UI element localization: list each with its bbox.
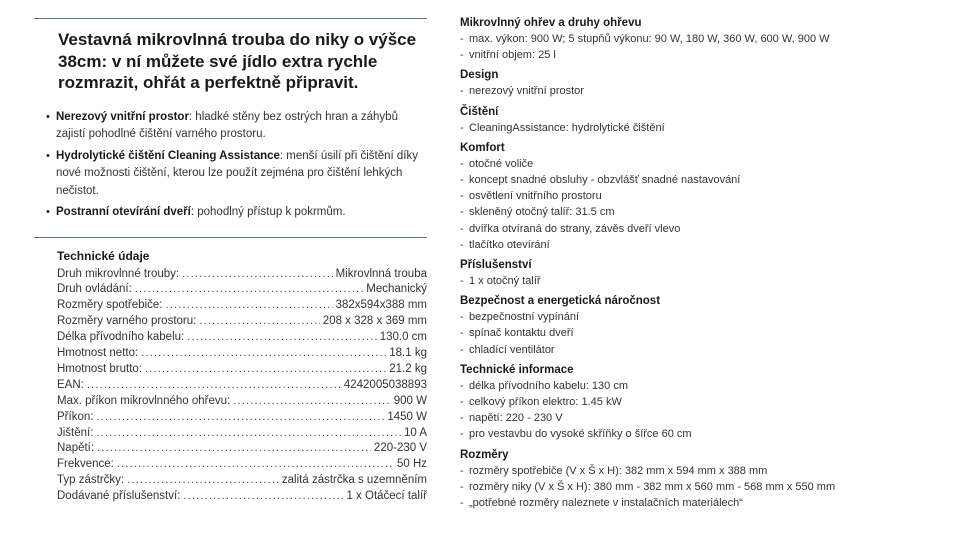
- spec-label: Druh mikrovlnné trouby:: [57, 267, 180, 280]
- spec-value: 18.1 kg: [389, 347, 427, 360]
- section-dimensions: [460, 446, 900, 512]
- section-item: - rozměry spotřebiče (V x Š x H): 382 mm x 594 mm x 388 mm: [460, 463, 900, 479]
- dot-leader: [96, 426, 401, 442]
- section-item: - bezpečnostní vypínání: [460, 309, 900, 325]
- section-item: - max. výkon: 900 W; 5 stupňů výkonu: 90 W, 180 W, 360 W, 600 W, 900 W: [460, 31, 900, 47]
- spec-label: Rozměry spotřebiče:: [57, 299, 163, 312]
- section-item: - rozměry niky (V x Š x H): 380 mm - 382 mm x 560 mm - 568 mm x 550 mm: [460, 479, 900, 495]
- feature-item: [46, 109, 418, 144]
- feature-title: Hydrolytické čištění Cleaning Assistance: [56, 149, 280, 162]
- section-item: - pro vestavbu do vysoké skříňky o šířce 60 cm: [460, 426, 900, 442]
- spec-label: Druh ovládání:: [57, 283, 132, 296]
- product-headline: Vestavná mikrovlnná trouba do niky o výšce 38cm: v ní můžete své jídlo extra rychle rozmrazit, ohřát a perfektně připravit.: [58, 30, 417, 92]
- section-heading: Rozměry: [460, 448, 509, 461]
- section-item: - dvířka otvíraná do strany, závěs dveří vlevo: [460, 221, 900, 237]
- spec-row: [57, 298, 427, 314]
- technical-data-heading: Technické údaje: [57, 248, 150, 263]
- spec-label: Typ zástrčky:: [57, 474, 125, 487]
- section-design: [460, 66, 900, 99]
- feature-item: [46, 204, 418, 222]
- dot-leader: [117, 457, 394, 473]
- dot-leader: [165, 298, 332, 314]
- section-heading: Čištění: [460, 105, 499, 118]
- dot-leader: [145, 362, 386, 378]
- spec-value: 382x594x388 mm: [335, 299, 427, 312]
- section-item: - tlačítko otevírání: [460, 237, 900, 253]
- spec-value: 10 A: [403, 426, 427, 439]
- section-heading: Bezpečnost a energetická náročnost: [460, 295, 661, 308]
- specs-divider: [34, 237, 427, 238]
- spec-value: Mikrovlnná trouba: [335, 267, 427, 280]
- spec-value: 130.0 cm: [379, 331, 427, 344]
- technical-data-table: [57, 247, 427, 506]
- feature-item: [46, 148, 418, 201]
- left-column: [34, 18, 427, 505]
- dot-leader: [97, 441, 371, 457]
- section-heading: Komfort: [460, 141, 505, 154]
- dot-leader: [127, 473, 279, 489]
- spec-value: 4242005038893: [343, 378, 427, 391]
- dot-leader: [233, 394, 391, 410]
- spec-value: 1 x Otáčecí talíř: [346, 490, 427, 503]
- spec-value: Mechanický: [366, 283, 427, 296]
- section-item: - CleaningAssistance: hydrolytické čištění: [460, 120, 900, 136]
- dot-leader: [87, 378, 341, 394]
- dot-leader: [141, 346, 386, 362]
- spec-label: Příkon:: [57, 410, 94, 423]
- dot-leader: [183, 489, 343, 505]
- dot-leader: [199, 314, 319, 330]
- section-item: - osvětlení vnitřního prostoru: [460, 188, 900, 204]
- section-item: - 1 x otočný talíř: [460, 273, 900, 289]
- spec-row: [57, 378, 427, 394]
- spec-value: 208 x 328 x 369 mm: [322, 315, 427, 328]
- spec-value: 50 Hz: [396, 458, 427, 471]
- section-item: - napětí: 220 - 230 V: [460, 410, 900, 426]
- section-comfort: [460, 139, 900, 253]
- feature-title: Nerezový vnitřní prostor: [56, 110, 189, 123]
- section-heading: Technické informace: [460, 363, 574, 376]
- spec-label: EAN:: [57, 378, 84, 391]
- spec-row: [57, 426, 427, 442]
- spec-label: Rozměry varného prostoru:: [57, 315, 197, 328]
- spec-label: Délka přívodního kabelu:: [57, 331, 185, 344]
- section-microwave-heating: [460, 14, 900, 63]
- section-item: - chladící ventilátor: [460, 342, 900, 358]
- section-item: - spínač kontaktu dveří: [460, 325, 900, 341]
- spec-row: [57, 394, 427, 410]
- spec-label: Jištění:: [57, 426, 94, 439]
- spec-row: [57, 457, 427, 473]
- feature-text: : hladké stěny bez ostrých hran a záhybů zajistí pohodlné čištění varného prostoru.: [56, 110, 398, 140]
- spec-row: [57, 473, 427, 489]
- section-technical-info: [460, 361, 900, 443]
- spec-row: [57, 346, 427, 362]
- section-item: - skleněný otočný talíř: 31.5 cm: [460, 204, 900, 220]
- feature-text: : pohodlný přístup k pokrmům.: [190, 206, 346, 218]
- section-item: - celkový příkon elektro: 1.45 kW: [460, 394, 900, 410]
- feature-list: [46, 109, 418, 222]
- spec-value: zalitá zástrčka s uzemněním: [281, 474, 427, 487]
- spec-label: Napětí:: [57, 442, 95, 455]
- section-item: - nerezový vnitřní prostor: [460, 83, 900, 99]
- feature-title: Postranní otevírání dveří: [56, 206, 191, 218]
- section-heading: Mikrovlnný ohřev a druhy ohřevu: [460, 17, 642, 29]
- spec-label: Dodávané příslušenství:: [57, 490, 181, 503]
- section-cleaning: [460, 103, 900, 136]
- spec-row: [57, 489, 427, 505]
- section-heading: Design: [460, 69, 499, 82]
- spec-row: [57, 362, 427, 378]
- spec-value: 220-230 V: [373, 442, 427, 455]
- dot-leader: [182, 267, 333, 283]
- dot-leader: [96, 410, 384, 426]
- dot-leader: [135, 282, 363, 298]
- spec-row: [57, 410, 427, 426]
- section-item: - otočné voliče: [460, 156, 900, 172]
- top-divider: [34, 18, 427, 19]
- right-column: [460, 14, 900, 514]
- spec-value: 1450 W: [387, 410, 427, 423]
- section-accessories: [460, 256, 900, 289]
- section-heading: Příslušenství: [460, 259, 532, 272]
- section-item: - koncept snadné obsluhy - obzvlášť snadné nastavování: [460, 172, 900, 188]
- spec-label: Hmotnost brutto:: [57, 362, 143, 375]
- section-item: - „potřebné rozměry naleznete v instalačních materiálech“: [460, 495, 900, 511]
- spec-value: 900 W: [393, 394, 427, 407]
- spec-value: 21.2 kg: [389, 362, 427, 375]
- section-item: - vnitřní objem: 25 l: [460, 47, 900, 63]
- spec-row: [57, 441, 427, 457]
- spec-label: Frekvence:: [57, 458, 114, 471]
- dot-leader: [187, 330, 376, 346]
- spec-row: [57, 314, 427, 330]
- spec-label: Hmotnost netto:: [57, 347, 139, 360]
- spec-row: [57, 267, 427, 283]
- spec-label: Max. příkon mikrovlnného ohřevu:: [57, 394, 231, 407]
- section-safety-energy: [460, 292, 900, 358]
- spec-row: [57, 330, 427, 346]
- section-item: - délka přívodního kabelu: 130 cm: [460, 378, 900, 394]
- spec-row: [57, 282, 427, 298]
- feature-text: : menší úsilí při čištění díky nové možnosti čištění, kterou lze použít zejména pro čištění lehkých nečistot.: [56, 149, 418, 197]
